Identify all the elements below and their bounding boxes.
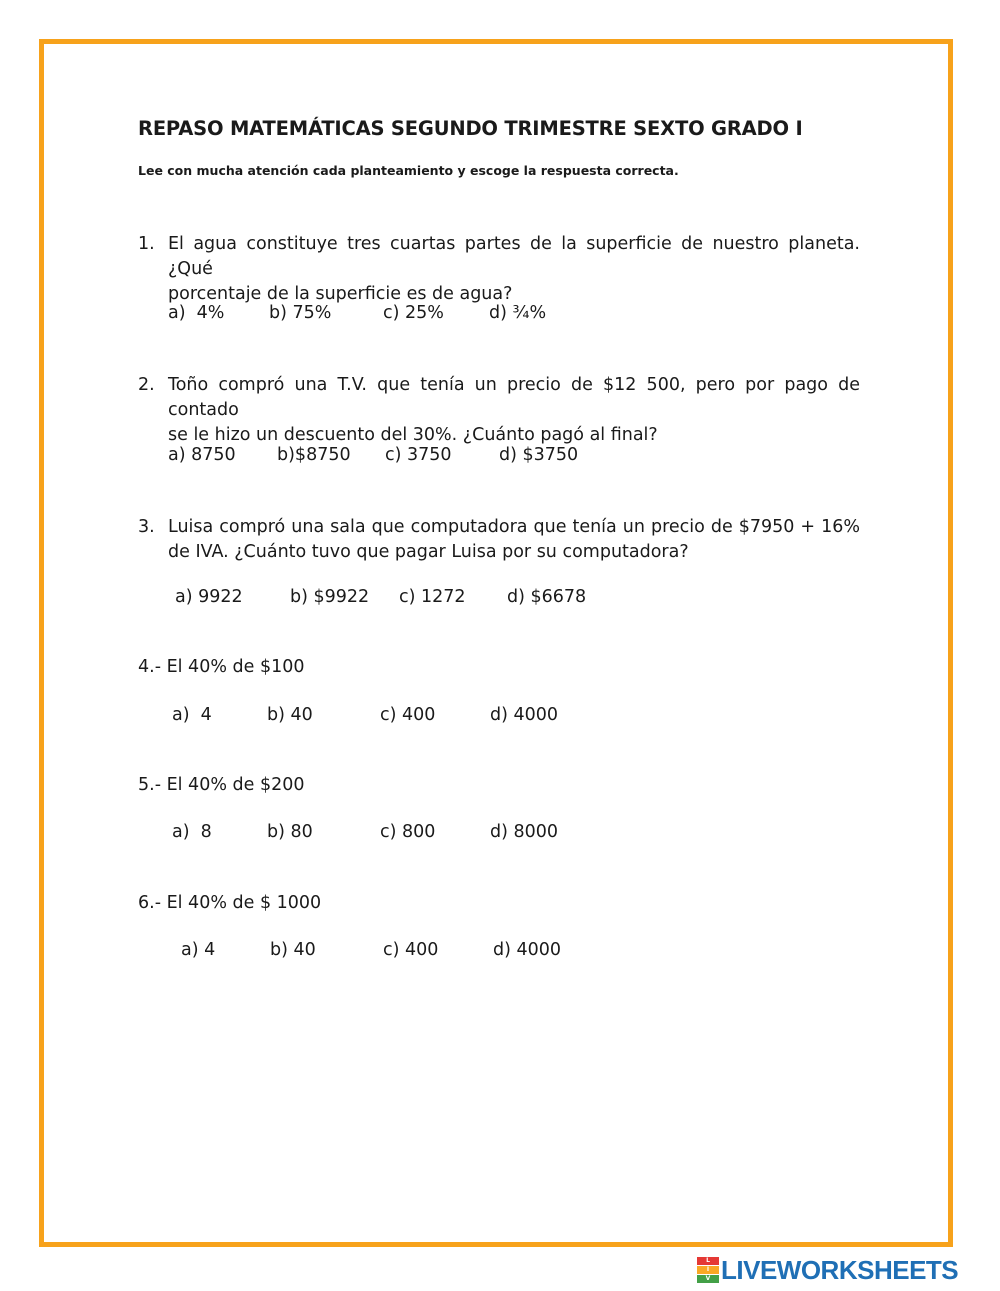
option-c[interactable]: c) 400 — [380, 705, 436, 725]
question-line: Toño compró una T.V. que tenía un precio de $12 500, pero por pago de contado — [168, 375, 860, 420]
option-c[interactable]: c) 3750 — [385, 445, 452, 465]
option-d[interactable]: d) $6678 — [507, 587, 587, 607]
liveworksheets-logo — [697, 1256, 958, 1284]
question-line: porcentaje de la superficie es de agua? — [168, 284, 513, 304]
question-line: Luisa compró una sala que computadora que tenía un precio de $7950 + 16% — [168, 517, 860, 537]
option-a[interactable]: a) 4 — [172, 705, 212, 725]
option-b[interactable]: b) 75% — [269, 303, 332, 323]
option-b[interactable]: b) $9922 — [290, 587, 370, 607]
option-b[interactable]: b) 40 — [267, 705, 313, 725]
option-d[interactable]: d) 4000 — [490, 705, 559, 725]
question-text — [168, 515, 860, 565]
question-5: 5.- El 40% de $200 — [138, 775, 305, 795]
option-a[interactable]: a) 9922 — [175, 587, 243, 607]
brand-name: LIVEWORKSHEETS — [721, 1254, 959, 1285]
option-b[interactable]: b) 80 — [267, 822, 313, 842]
option-d[interactable]: d) ¾% — [489, 303, 547, 323]
option-d[interactable]: d) $3750 — [499, 445, 579, 465]
question-3 — [138, 515, 860, 565]
instructions: Lee con mucha atención cada planteamiento y escoge la respuesta correcta. — [138, 163, 679, 178]
brand-mark-letter: V — [697, 1275, 719, 1283]
option-a[interactable]: a) 8750 — [168, 445, 236, 465]
brand-mark-letter: L — [697, 1257, 719, 1265]
question-text — [168, 373, 860, 448]
worksheet-frame — [39, 39, 953, 1247]
question-text — [168, 232, 860, 307]
question-4: 4.- El 40% de $100 — [138, 657, 305, 677]
option-d[interactable]: d) 4000 — [493, 940, 562, 960]
option-c[interactable]: c) 400 — [383, 940, 439, 960]
option-b[interactable]: b) 40 — [270, 940, 316, 960]
option-a[interactable]: a) 8 — [172, 822, 212, 842]
question-1 — [138, 232, 860, 304]
question-number: 2. — [138, 375, 155, 395]
option-c[interactable]: c) 25% — [383, 303, 444, 323]
question-line: se le hizo un descuento del 30%. ¿Cuánto pagó al final? — [168, 425, 658, 445]
option-d[interactable]: d) 8000 — [490, 822, 559, 842]
page-title: REPASO MATEMÁTICAS SEGUNDO TRIMESTRE SEXTO GRADO I — [138, 117, 803, 140]
brand-mark-letter: I — [697, 1266, 719, 1274]
option-c[interactable]: c) 1272 — [399, 587, 466, 607]
question-line: El agua constituye tres cuartas partes de la superficie de nuestro planeta. ¿Qué — [168, 234, 860, 279]
option-c[interactable]: c) 800 — [380, 822, 436, 842]
option-a[interactable]: a) 4 — [181, 940, 216, 960]
question-6: 6.- El 40% de $ 1000 — [138, 893, 322, 913]
question-number: 3. — [138, 517, 155, 537]
option-b[interactable]: b)$8750 — [277, 445, 351, 465]
option-a[interactable]: a) 4% — [168, 303, 225, 323]
brand-mark-icon — [697, 1257, 719, 1284]
question-line: de IVA. ¿Cuánto tuvo que pagar Luisa por su computadora? — [168, 542, 689, 562]
question-2 — [138, 373, 860, 445]
question-number: 1. — [138, 234, 155, 254]
